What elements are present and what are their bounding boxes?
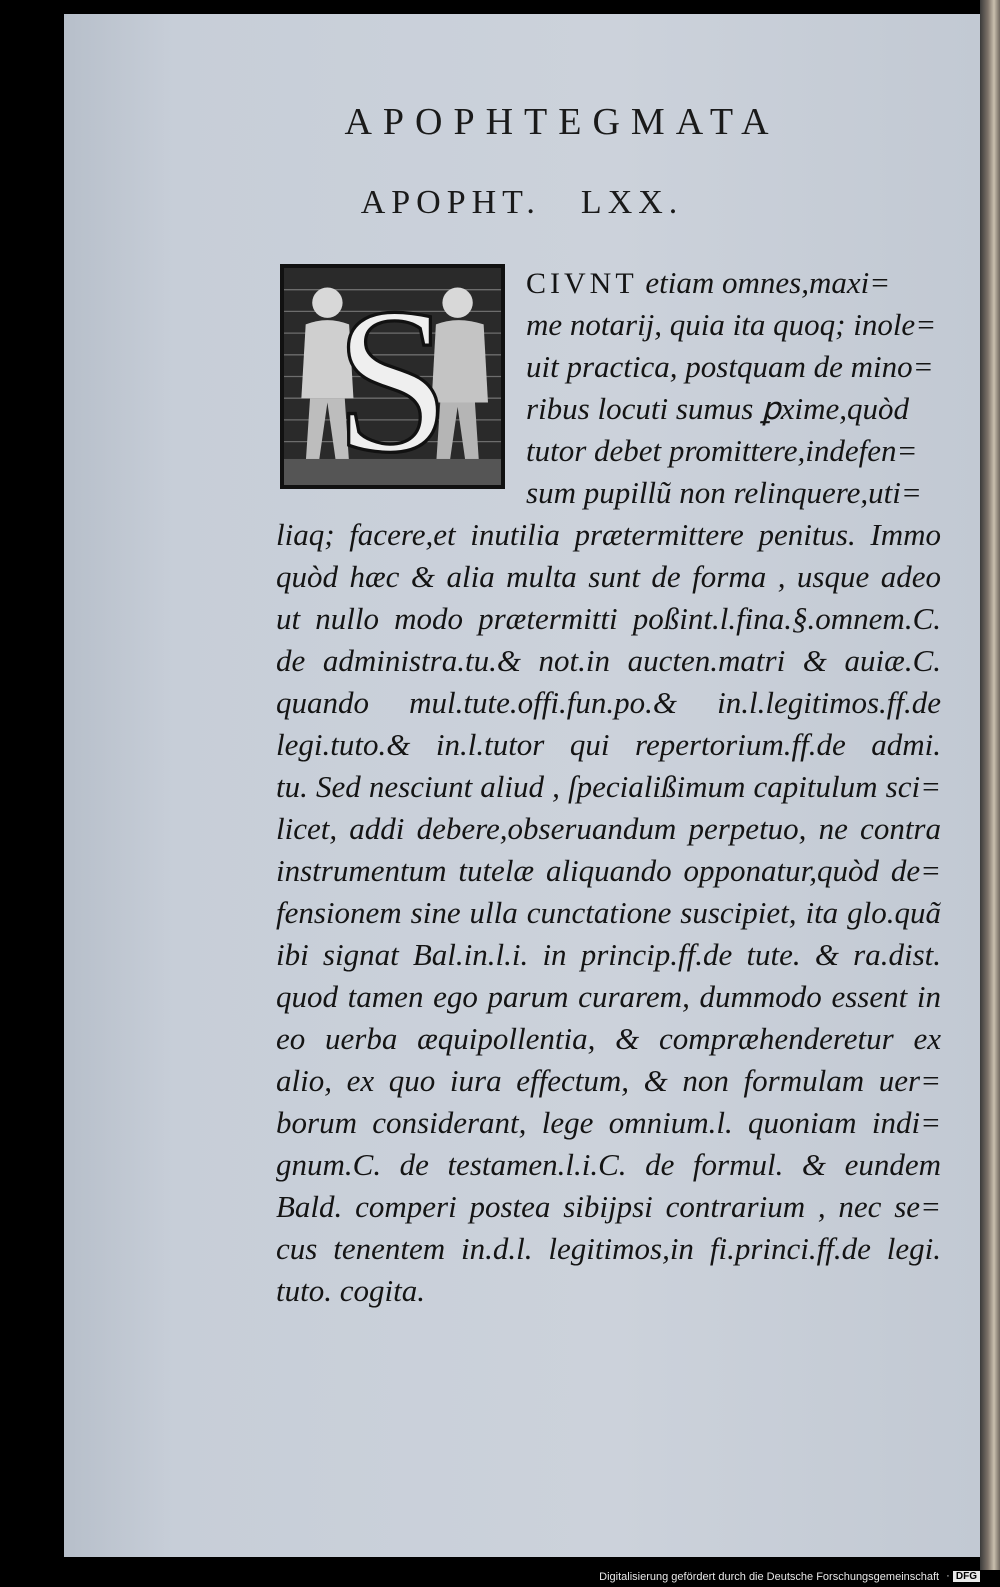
section-label: APOPHT.: [360, 184, 541, 221]
text-line: liaq; facere,et inutilia prætermittere penitus. Immo: [276, 517, 941, 552]
text-line: tuto. cogita.: [276, 1273, 425, 1308]
text-line: de administra.tu.& not.in aucten.matri & auiæ.C.: [276, 643, 941, 678]
text-line: quod tamen ego parum curarem, dummodo essent in: [276, 979, 941, 1014]
text-line: ibi signat Bal.in.l.i. in princip.ff.de tute. & ra.dist.: [276, 937, 941, 972]
text-line: ribus locuti sumus ꝑxime,quòd: [526, 391, 910, 426]
text-line: cus tenentem in.d.l. legitimos,in fi.princi.ff.de legi.: [276, 1231, 941, 1266]
text-line: gnum.C. de testamen.l.i.C. de formul. & eundem: [276, 1147, 941, 1182]
text-line: alio, ex quo iura effectum, & non formulam uer=: [276, 1063, 941, 1098]
text-line: quòd hæc & alia multa sunt de forma , usque adeo: [276, 559, 941, 594]
text-line: CIVNT etiam omnes,maxi=: [526, 265, 891, 300]
digitization-footer: Digitalisierung gefördert durch die Deutsche Forschungsgemeinschaft · DFG: [0, 1570, 1000, 1587]
text-line: tu. Sed nesciunt aliud , ſpecialißimum capitulum sci=: [276, 769, 941, 804]
text-line: Bald. comperi postea sibijpsi contrarium , nec se=: [276, 1189, 941, 1224]
running-title: APOPHTEGMATA: [344, 101, 780, 143]
text-line: me notarij, quia ita quoq; inole=: [526, 307, 937, 342]
text-line: tutor debet promittere,indefen=: [526, 433, 918, 468]
text-line: eo uerba æquipollentia, & compræhenderetur ex: [276, 1021, 941, 1056]
body-text: [276, 262, 941, 1312]
text-line: quando mul.tute.offi.fun.po.& in.l.legitimos.ff.de: [276, 685, 941, 720]
text-line: instrumentum tutelæ aliquando opponatur,quòd de=: [276, 853, 941, 888]
footer-credit: Digitalisierung gefördert durch die Deutsche Forschungsgemeinschaft: [599, 1571, 940, 1583]
lead-word: CIVNT: [526, 267, 638, 300]
section-number: LXX.: [580, 184, 684, 221]
text-line: borum considerant, lege omnium.l. quoniam indi=: [276, 1105, 941, 1140]
text-line: licet, addi debere,obseruandum perpetuo, ne contra: [276, 811, 941, 846]
text-line: sum pupillũ non relinquere,uti=: [526, 475, 922, 510]
text-line: ut nullo modo prætermitti poßint.l.fina.§.omnem.C.: [276, 601, 941, 636]
dfg-logo-icon: DFG: [953, 1571, 980, 1582]
book-gutter: [980, 0, 1000, 1587]
text-line: legi.tuto.& in.l.tutor qui repertorium.ff.de admi.: [276, 727, 941, 762]
section-heading: [64, 184, 980, 222]
text-line: fensionem sine ulla cunctatione suscipiet, ita glo.quã: [276, 895, 941, 930]
svg-text:S: S: [334, 268, 451, 485]
text-line: uit practica, postquam de mino=: [526, 349, 934, 384]
